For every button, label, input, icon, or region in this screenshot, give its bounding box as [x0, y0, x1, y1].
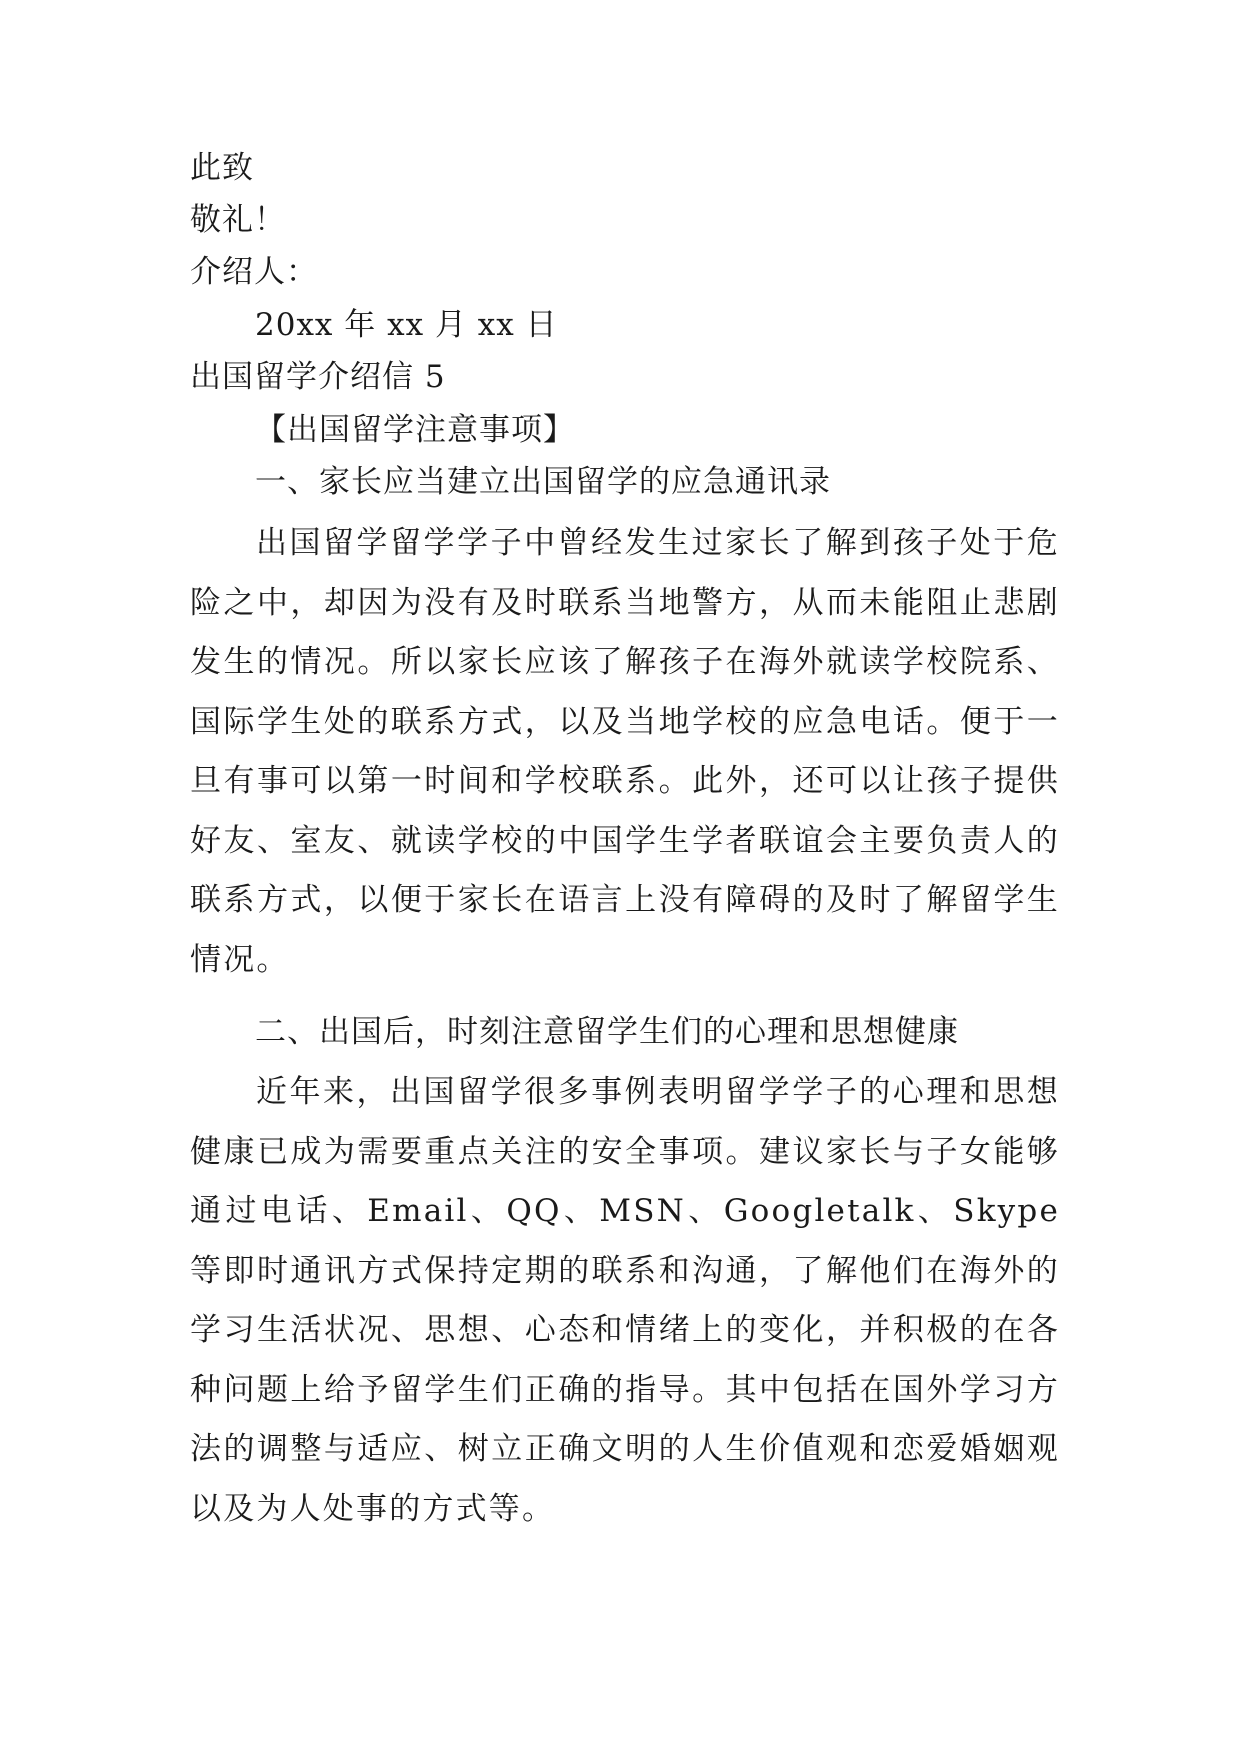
introducer-label: 介绍人：	[190, 254, 318, 290]
paragraph-mental-health: 近年来，出国留学很多事例表明留学学子的心理和思想健康已成为需要重点关注的安全事项。建议家长与子女能够通过电话、Email、QQ、MSN、Googletalk、Skype 等即时通讯方式保持定期的联系和沟通，了解他们在海外的学习生活状况、思想、心态和情绪上的变化，并积极的在各种问题上给予留学生们正确的指导。其中包括在国外学习方法的调整与适应、树立正确文明的人生价值观和恋爱婚姻观以及为人处事的方式等。	[190, 1074, 1060, 1527]
heading-mental-health: 二、出国后，时刻注意留学生们的心理和思想健康	[255, 1014, 959, 1050]
heading-emergency-contacts: 一、家长应当建立出国留学的应急通讯录	[255, 464, 831, 500]
section-title: 【出国留学注意事项】	[255, 412, 575, 448]
letter-date: 20xx 年 xx 月 xx 日	[255, 307, 558, 343]
closing-salutation: 此致	[190, 150, 254, 186]
closing-regards: 敬礼！	[190, 202, 286, 238]
paragraph-emergency-contacts: 出国留学留学学子中曾经发生过家长了解到孩子处于危险之中，却因为没有及时联系当地警方，从而未能阻止悲剧发生的情况。所以家长应该了解孩子在海外就读学校院系、国际学生处的联系方式，以及当地学校的应急电话。便于一旦有事可以第一时间和学校联系。此外，还可以让孩子提供好友、室友、就读学校的中国学生学者联谊会主要负责人的联系方式，以便于家长在语言上没有障碍的及时了解留学生情况。	[190, 525, 1060, 978]
article-title: 出国留学介绍信 5	[190, 359, 446, 395]
